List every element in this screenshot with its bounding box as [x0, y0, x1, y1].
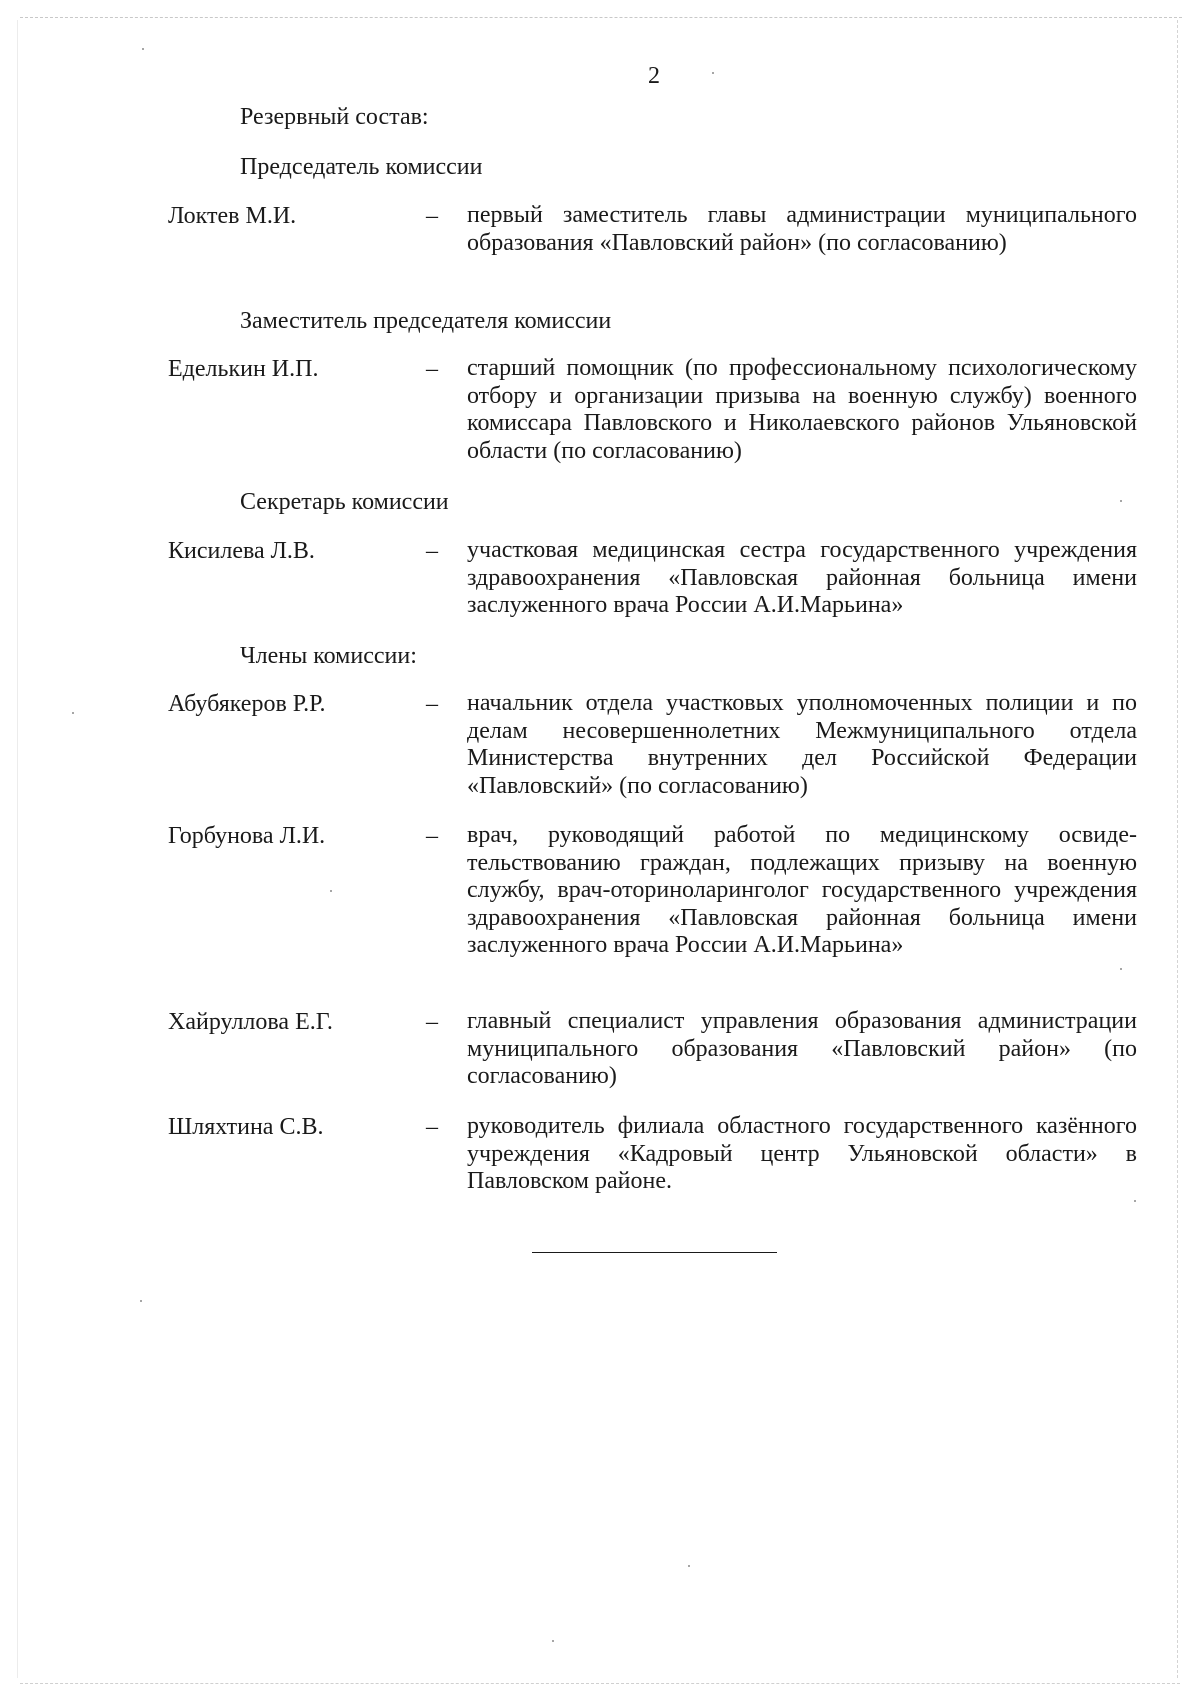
scan-speck — [1120, 968, 1122, 970]
scan-edge-right — [1177, 20, 1178, 1678]
entry-name: Кисилева Л.В. — [168, 538, 315, 564]
entry-dash: – — [426, 538, 438, 564]
entry-description: руководитель филиала областного государственного казённого учреждения «Кадровый центр Ульяновской области» в Павловском районе. — [467, 1113, 1137, 1194]
heading-chairman: Председатель комиссии — [240, 154, 483, 180]
scan-edge-left — [17, 20, 18, 1678]
entry-description: начальник отдела участковых уполномоченных полиции и по делам несовершеннолетних Межмуниципального отдела Министерства внутренних дел Российской Федерации «Павловский» (по согласованию) — [467, 690, 1137, 799]
entry-dash: – — [426, 1114, 438, 1140]
entry-description: участковая медицинская сестра государственного учреждения здравоохранения «Павловская районная больница имени заслуженного врача России А.И.Марьина» — [467, 537, 1137, 618]
scan-speck — [712, 72, 714, 74]
entry-description: старший помощник (по профессиональному психологическому отбору и организации призыва на военную службу) военного комиссара Павловского и Николаевского районов Ульяновской области (по согласованию) — [467, 355, 1137, 464]
entry-description: главный специалист управления образования администрации муниципального образования «Павловский район» (по согласованию) — [467, 1008, 1137, 1089]
closing-rule — [532, 1252, 777, 1253]
scan-speck — [72, 712, 74, 714]
heading-members: Члены комиссии: — [240, 643, 417, 669]
entry-name: Еделькин И.П. — [168, 356, 319, 382]
scan-speck — [330, 890, 332, 892]
entry-dash: – — [426, 356, 438, 382]
heading-reserve: Резервный состав: — [240, 104, 429, 130]
scan-speck — [1120, 500, 1122, 502]
entry-name: Хайруллова Е.Г. — [168, 1009, 333, 1035]
heading-deputy: Заместитель председателя комиссии — [240, 308, 612, 334]
entry-name: Горбунова Л.И. — [168, 823, 326, 849]
scan-speck — [140, 1300, 142, 1302]
page-number: 2 — [648, 63, 660, 89]
entry-dash: – — [426, 1009, 438, 1035]
entry-dash: – — [426, 691, 438, 717]
entry-description: врач, руководящий работой по медицинскому освидетельствованию граждан, подлежащих призыву на военную службу, врач-оториноларинголог государственного учреждения здравоохранения «Павловская районная больница имени заслуженного врача России А.И.Марьина» — [467, 822, 1137, 958]
entry-name: Абубякеров Р.Р. — [168, 691, 326, 717]
scan-edge-top — [20, 17, 1182, 18]
entry-dash: – — [426, 203, 438, 229]
heading-secretary: Секретарь комиссии — [240, 489, 449, 515]
entry-name: Локтев М.И. — [168, 203, 297, 229]
entry-dash: – — [426, 823, 438, 849]
scan-speck — [552, 1640, 554, 1642]
scan-speck — [1134, 1200, 1136, 1202]
entry-name: Шляхтина С.В. — [168, 1114, 324, 1140]
entry-description: первый заместитель главы администрации муниципального образования «Павловский район» (по согласованию) — [467, 202, 1137, 256]
scan-edge-bottom — [20, 1683, 1180, 1684]
scan-speck — [688, 1565, 690, 1567]
scan-speck — [142, 48, 144, 50]
